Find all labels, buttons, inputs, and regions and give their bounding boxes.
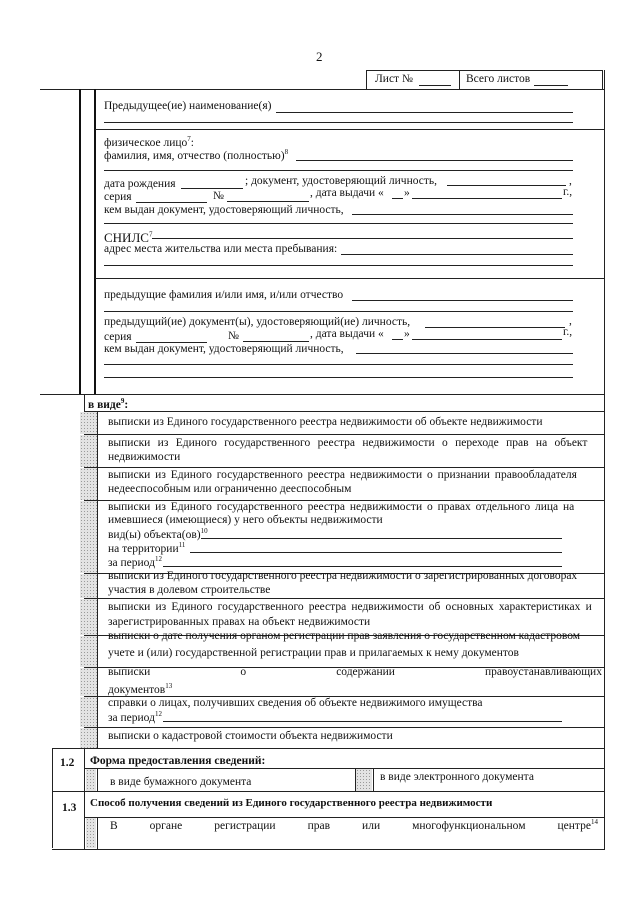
option-checkbox-2[interactable] [80,435,97,467]
option-checkbox-3[interactable] [80,468,97,500]
method-checkbox-1[interactable] [86,818,96,848]
doc-label: ; документ, удостоверяющий личность, [245,175,438,187]
option-4-line2: имевшиеся (имеющиеся) у него объекты недвижимости [108,514,383,526]
option-checkbox-4[interactable] [80,501,97,573]
option-checkbox-6[interactable] [80,599,97,635]
option-checkbox-9[interactable] [80,697,97,727]
option-4-line1: выписки из Единого государственного реестра недвижимости о правах отдельного лица на [108,501,575,513]
comma: , [569,175,572,187]
option-7-line1: выписки о дате получения органом регистрации прав заявления о государственном кадастровом [108,630,581,642]
sheet-number-field[interactable] [419,85,451,86]
option-9-period-field[interactable] [163,721,562,722]
option-5-line2: участия в долевом строительстве [108,584,271,596]
prev-issue-day-field[interactable] [392,339,403,340]
option-checkbox-5[interactable] [80,574,97,598]
form-type-heading: в виде$^9$: [88,397,129,411]
prev-docs-label: предыдущий(ие) документ(ы), удостоверяющий(ие) личность, [104,316,411,328]
territory-field[interactable] [190,552,562,553]
paper-option-label: в виде бумажного документа [110,776,252,788]
option-3-line1: выписки из Единого государственного реестра недвижимости о признании правообладателя [108,469,577,481]
method-option-1: В органе регистрации прав или многофункциональном центре$^{14}$ [110,818,598,832]
electronic-option-label: в виде электронного документа [380,771,534,783]
option-checkbox-8[interactable] [80,668,97,696]
prev-names-field-2[interactable] [104,122,573,123]
prev-issued-by-field[interactable] [356,353,573,354]
prev-issue-month-field[interactable] [412,339,562,340]
prev-docs-field[interactable] [425,327,565,328]
number-field[interactable] [227,201,309,202]
sheet-label: Лист № [375,73,413,85]
birth-label: дата рождения [104,178,176,190]
address-field-2[interactable] [104,265,573,266]
year-suffix: г., [563,186,573,198]
option-2-line2: недвижимости [108,451,181,463]
prev-names-field[interactable] [276,112,573,113]
option-9-line1: справки о лицах, получивших сведения об объекте недвижимого имущества [108,697,483,709]
prev-issued-by-field-2[interactable] [104,364,573,365]
address-field[interactable] [341,254,573,255]
fio-field[interactable] [296,160,573,161]
issue-date-label: , дата выдачи « [310,187,384,199]
total-box [458,70,603,90]
option-checkbox-10[interactable] [80,728,97,748]
page-number: 2 [316,49,323,64]
comma-2: , [569,315,572,327]
prev-number-field[interactable] [243,341,309,342]
doc-field[interactable] [447,185,566,186]
prev-fio-field[interactable] [352,300,573,301]
issue-date-mid: » [404,187,410,199]
option-checkbox-1[interactable] [80,412,97,434]
prev-number-label: № [228,330,239,342]
prev-fio-label: предыдущие фамилия и/или имя, и/или отчество [104,289,344,301]
issued-by-label: кем выдан документ, удостоверяющий личность, [104,204,344,216]
option-2-line1: выписки из Единого государственного реестра недвижимости о переходе прав на объект [108,437,588,449]
objects-field[interactable] [201,538,562,539]
snils-label: СНИЛС$^7$ [104,230,153,245]
prev-issued-by-field-3[interactable] [104,377,573,378]
prev-fio-field-2[interactable] [104,311,573,312]
section-1-2-number: 1.2 [60,757,75,769]
total-label: Всего листов [466,73,531,85]
period-label: за период$^{12}$ [108,555,162,569]
option-5-line1: выписки из Единого государственного реестра недвижимости о зарегистрированных договорах [108,570,578,582]
option-8-line1: выписки о содержании правоустанавливающих [108,666,602,678]
number-label: № [213,190,224,202]
option-checkbox-7[interactable] [80,636,97,667]
prev-names-label: Предыдущее(ие) наименование(я) [104,100,272,112]
prev-year-suffix: г., [563,326,573,338]
electronic-checkbox[interactable] [356,769,372,791]
territory-label: на территории$^{11}$ [108,541,186,555]
section-1-3-heading: Способ получения сведений из Единого государственного реестра недвижимости [90,797,493,809]
paper-checkbox[interactable] [86,769,96,791]
issued-by-field-2[interactable] [104,223,573,224]
option-7-line2: учете и (или) государственной регистрации прав и прилагаемых к нему документов [108,647,519,659]
prev-issue-date-label: , дата выдачи « [310,328,384,340]
issue-month-field[interactable] [412,198,562,199]
address-label: адрес места жительства или места пребывания: [104,243,338,255]
option-9-period: за период$^{12}$ [108,710,162,724]
option-1-label: выписки из Единого государственного реестра недвижимости об объекте недвижимости [108,416,543,428]
total-field[interactable] [534,85,568,86]
person-label: физическое лицо$^7$: [104,135,194,149]
snils-field[interactable] [152,238,573,239]
section-1-2-heading: Форма предоставления сведений: [90,755,266,767]
issue-day-field[interactable] [392,198,403,199]
series-label: серия [104,191,132,203]
issued-by-field[interactable] [352,214,573,215]
period-field[interactable] [163,566,562,567]
birth-date-field[interactable] [181,188,243,189]
sheet-box [366,70,460,90]
option-6-line1: выписки из Единого государственного реестра недвижимости об основных характеристиках и [108,601,592,613]
prev-series-label: серия [104,331,132,343]
prev-issue-date-mid: » [404,328,410,340]
option-3-line2: недееспособным или ограниченно дееспособным [108,483,352,495]
fio-label: фамилия, имя, отчество (полностью)$^8$ [104,148,289,162]
section-1-3-number: 1.3 [62,802,77,814]
fio-field-2[interactable] [104,170,573,171]
series-field[interactable] [136,202,207,203]
option-6-line2: зарегистрированных правах на объект недвижимости [108,616,371,628]
option-10-label: выписки о кадастровой стоимости объекта недвижимости [108,730,393,742]
objects-label: вид(ы) объекта(ов)$^{10}$ [108,527,208,541]
option-8-line2: документов$^{13}$ [108,682,173,696]
prev-issued-by-label: кем выдан документ, удостоверяющий личность, [104,343,344,355]
